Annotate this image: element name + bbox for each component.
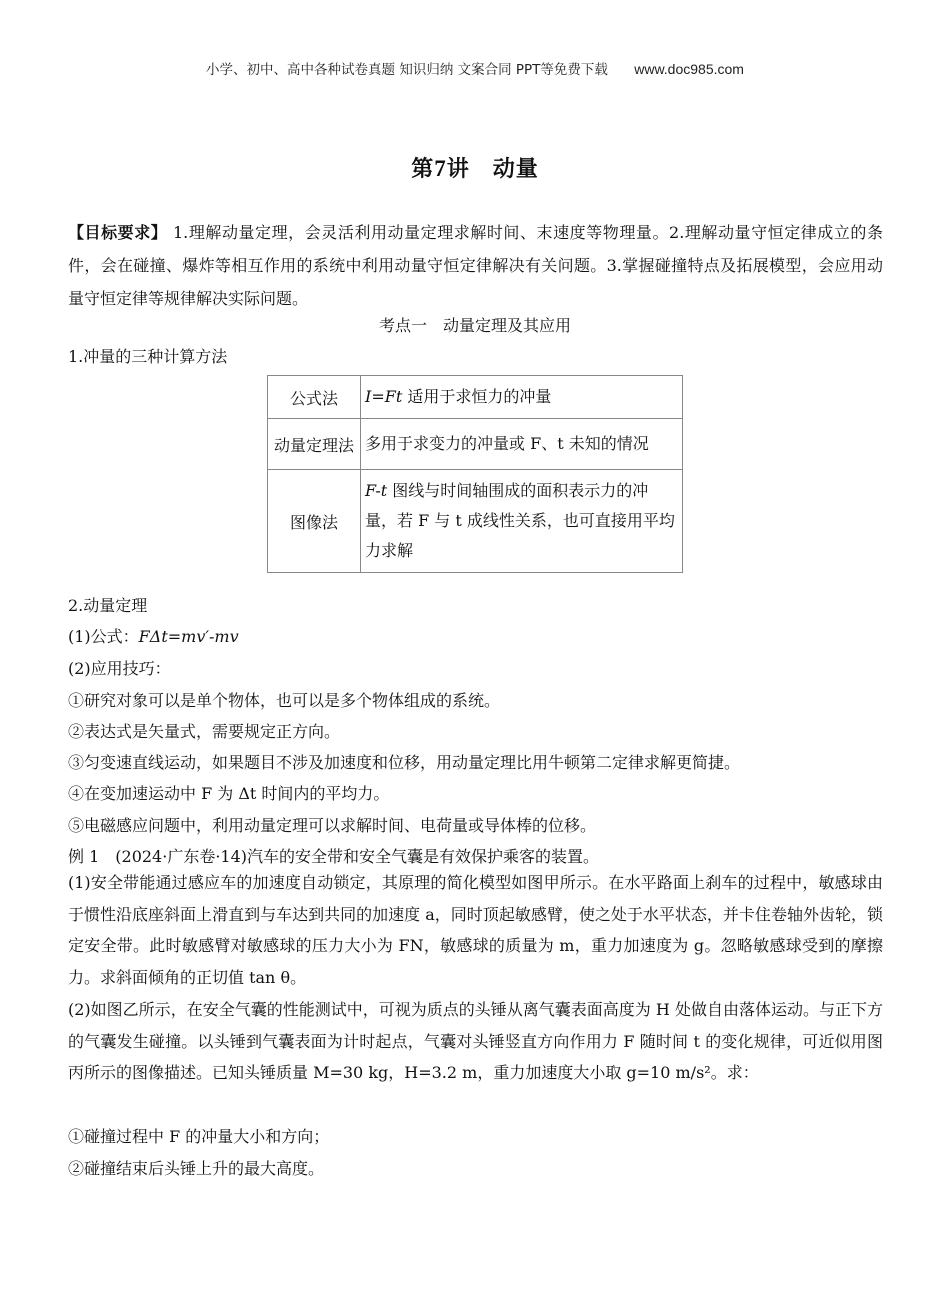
table-row — [268, 419, 683, 470]
list-item: ③匀变速直线运动，如果题目不涉及加速度和位移，用动量定理比用牛顿第二定律求解更简捷。 — [68, 753, 741, 772]
list-item: ④在变加速运动中 F 为 Δt 时间内的平均力。 — [68, 784, 390, 803]
tips-heading: (2)应用技巧： — [68, 659, 171, 678]
example-part-2: (2)如图乙所示，在安全气囊的性能测试中，可视为质点的头锤从离气囊表面高度为 H 处做自由落体运动。与正下方的气囊发生碰撞。以头锤到气囊表面为计时起点，气囊对头锤竖直方向作用力 F 随时间 t 的变化规律，可近似用图丙所示的图像描述。已知头锤质量 M=30 kg，H=3.2 m，重力加速度大小取 g=10 m/s²。求： — [68, 1000, 883, 1082]
goal-text: 1.理解动量定理，会灵活利用动量定理求解时间、末速度等物理量。2.理解动量守恒定律成立的条件，会在碰撞、爆炸等相互作用的系统中利用动量守恒定律解决有关问题。3.掌握碰撞特点及拓展模型，会应用动量守恒定律等规律解决实际问题。 — [68, 223, 883, 308]
theorem-heading: 2.动量定理 — [68, 596, 148, 615]
impulse-heading: 1.冲量的三种计算方法 — [68, 347, 228, 366]
example-label: 例 1 (2024·广东卷·14) — [68, 847, 248, 866]
example-title — [68, 844, 883, 867]
list-item: ②表达式是矢量式，需要规定正方向。 — [68, 722, 341, 741]
method-name: 图像法 — [268, 470, 361, 573]
goal-tag: 【目标要求】 — [68, 223, 168, 242]
question-2: ②碰撞结束后头锤上升的最大高度。 — [68, 1159, 325, 1178]
method-desc: I=Ft 适用于求恒力的冲量 — [361, 376, 683, 419]
question-1: ①碰撞过程中 F 的冲量大小和方向； — [68, 1127, 330, 1146]
page-header — [0, 58, 950, 78]
table-row — [268, 470, 683, 573]
list-item: ①研究对象可以是单个物体，也可以是多个物体组成的系统。 — [68, 691, 501, 710]
example-part-1: (1)安全带能通过感应车的加速度自动锁定，其原理的简化模型如图甲所示。在水平路面上刹车的过程中，敏感球由于惯性沿底座斜面上滑直到与车达到共同的加速度 a，同时顶起敏感臂，使之处于水平状态，并卡住卷轴外齿轮，锁定安全带。此时敏感臂对敏感球的压力大小为 FN，敏感球的质量为 m，重力加速度为 g。忽略敏感球受到的摩擦力。求斜面倾角的正切值 tan θ。 — [68, 873, 883, 987]
impulse-methods-table — [267, 375, 683, 573]
learning-goals — [68, 216, 883, 315]
section-title: 考点一 动量定理及其应用 — [378, 316, 571, 335]
method-desc: F-t 图线与时间轴围成的面积表示力的冲量，若 F 与 t 成线性关系，也可直接用平均力求解 — [361, 470, 683, 573]
header-url-link[interactable]: www.doc985.com — [634, 61, 744, 77]
method-name: 动量定理法 — [268, 419, 361, 470]
header-text: 小学、初中、高中各种试卷真题 知识归纳 文案合同 PPT等免费下载 — [206, 62, 608, 78]
table-row — [268, 376, 683, 419]
list-item: ⑤电磁感应问题中，利用动量定理可以求解时间、电荷量或导体棒的位移。 — [68, 816, 597, 835]
example-intro: 汽车的安全带和安全气囊是有效保护乘客的装置。 — [247, 847, 600, 866]
page-title: 第7讲 动量 — [411, 156, 539, 182]
theorem-formula: (1)公式：FΔt=mv′-mv — [68, 627, 239, 646]
method-name: 公式法 — [268, 376, 361, 419]
method-desc: 多用于求变力的冲量或 F、t 未知的情况 — [361, 419, 683, 470]
